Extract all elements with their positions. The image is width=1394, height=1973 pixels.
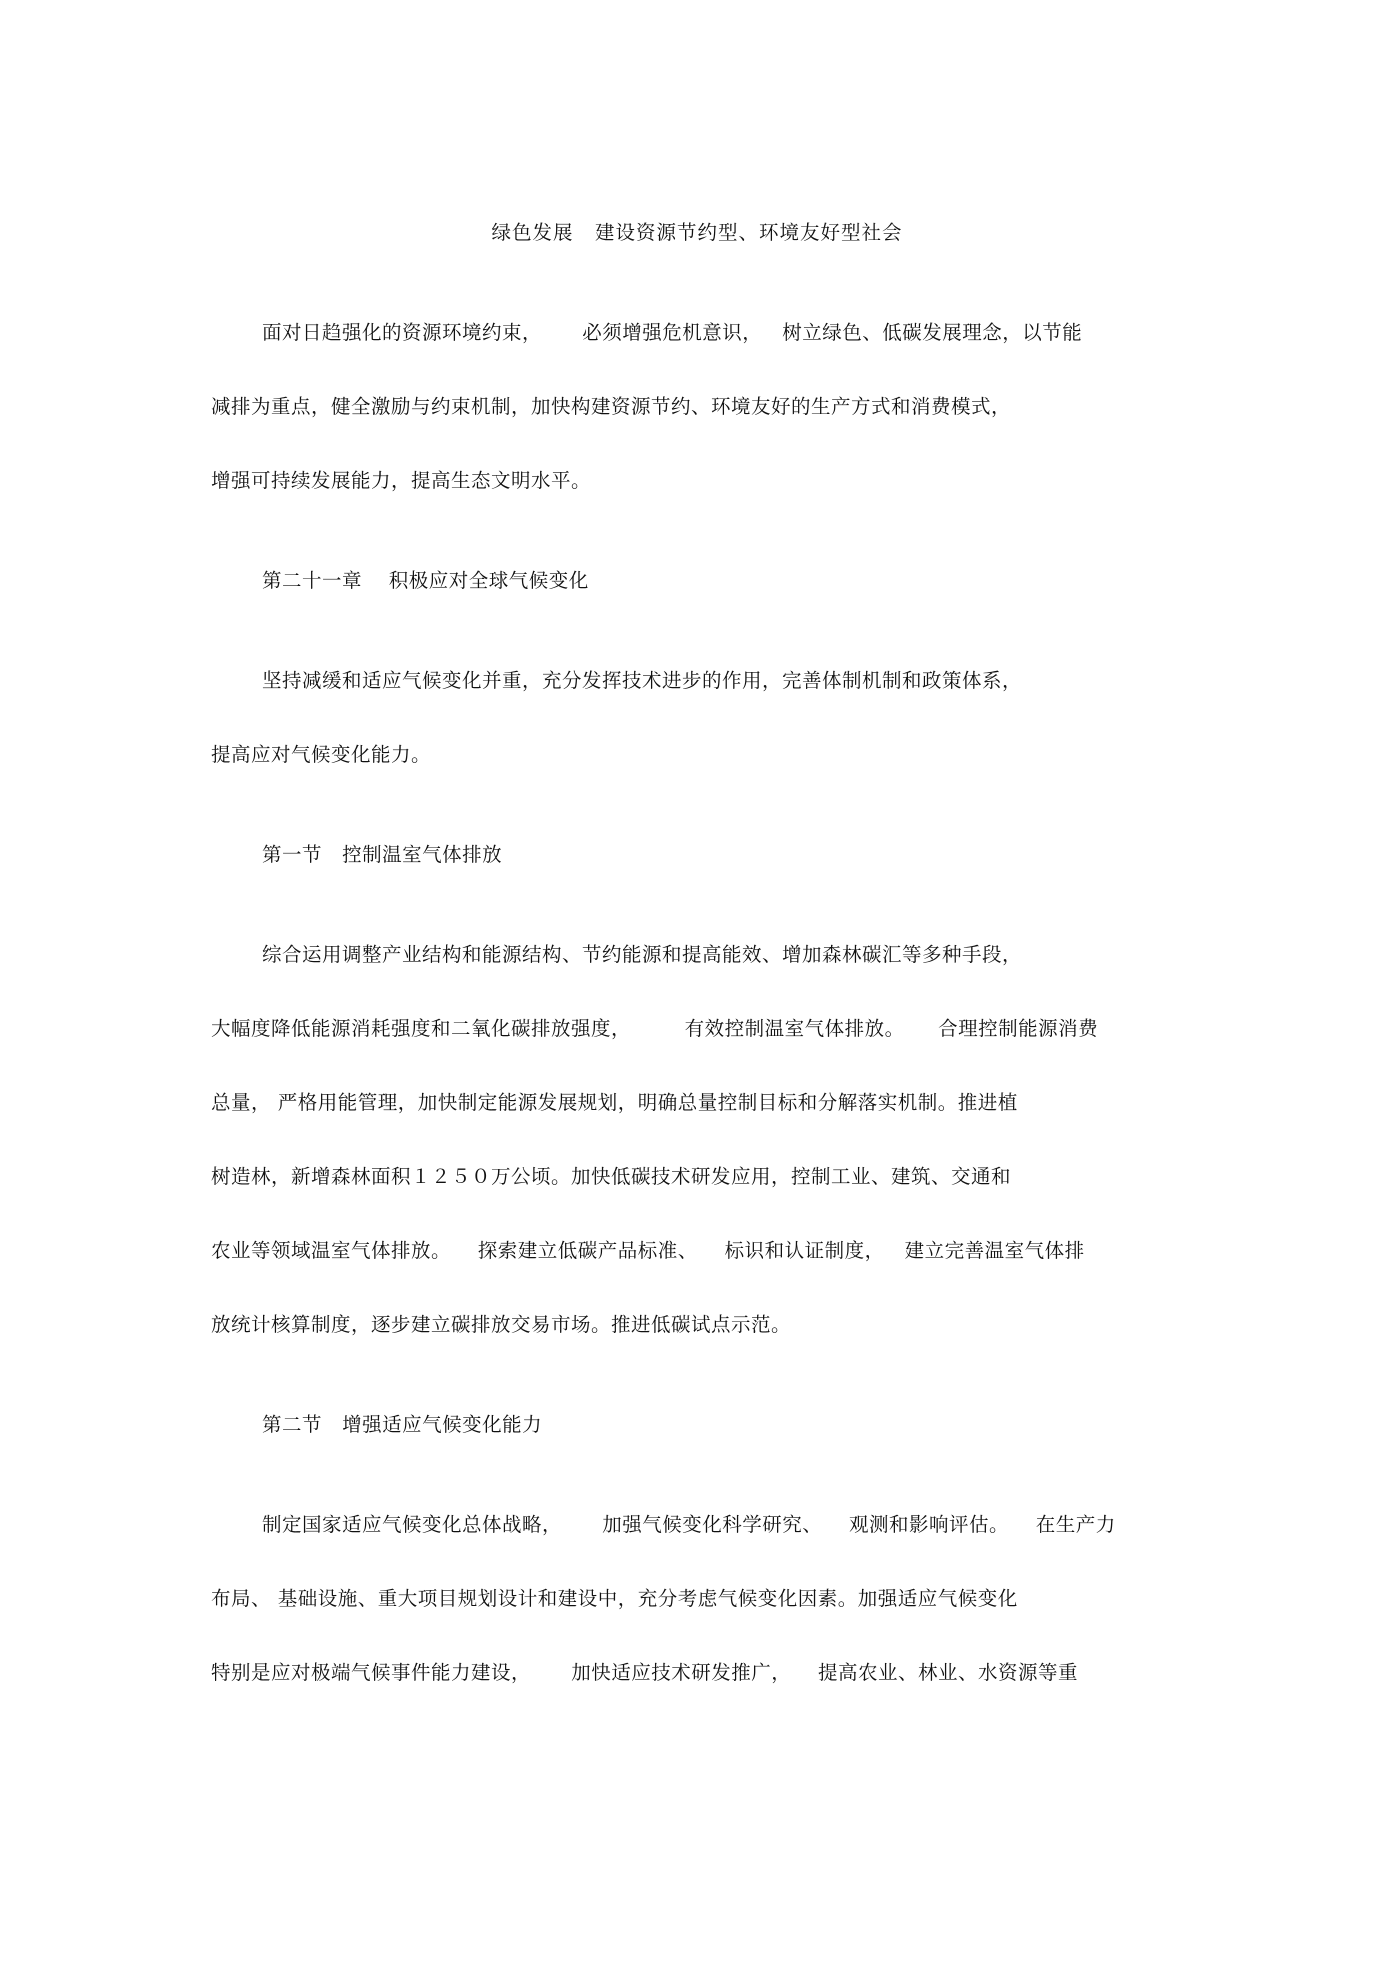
intro-line-3: 增强可持续发展能力，提高生态文明水平。 [211,469,592,492]
section2-line-1: 制定国家适应气候变化总体战略， 加强气候变化科学研究、 观测和影响评估。 在生产力 [262,1513,1116,1536]
intro-line-1: 面对日趋强化的资源环境约束， 必须增强危机意识， 树立绿色、低碳发展理念，以节能 [262,321,1083,344]
section2-heading: 第二节 增强适应气候变化能力 [262,1413,543,1436]
section1-heading: 第一节 控制温室气体排放 [262,843,503,866]
section1-line-3: 总量， 严格用能管理，加快制定能源发展规划，明确总量控制目标和分解落实机制。推进植 [211,1091,1018,1114]
section1-line-6: 放统计核算制度，逐步建立碳排放交易市场。推进低碳试点示范。 [211,1313,792,1336]
section1-line-2: 大幅度降低能源消耗强度和二氧化碳排放强度， 有效控制温室气体排放。 合理控制能源消费 [211,1017,1099,1040]
section2-line-3: 特别是应对极端气候事件能力建设， 加快适应技术研发推广， 提高农业、林业、水资源等重 [211,1661,1078,1684]
section2-line-2: 布局、 基础设施、重大项目规划设计和建设中，充分考虑气候变化因素。加强适应气候变化 [211,1587,1018,1610]
section1-line-5: 农业等领域温室气体排放。 探索建立低碳产品标准、 标识和认证制度， 建立完善温室气体排 [211,1239,1085,1262]
chapter-line-1: 坚持减缓和适应气候变化并重，充分发挥技术进步的作用，完善体制机制和政策体系， [262,669,1023,692]
document-title: 绿色发展 建设资源节约型、环境友好型社会 [491,221,903,244]
section1-line-4: 树造林，新增森林面积１２５０万公顷。加快低碳技术研发应用，控制工业、建筑、交通和 [211,1165,1012,1188]
chapter-line-2: 提高应对气候变化能力。 [211,743,432,766]
intro-line-2: 减排为重点，健全激励与约束机制，加快构建资源节约、环境友好的生产方式和消费模式， [211,395,1012,418]
section1-line-1: 综合运用调整产业结构和能源结构、节约能源和提高能效、增加森林碳汇等多种手段， [262,943,1023,966]
chapter-heading: 第二十一章 积极应对全球气候变化 [262,569,589,592]
